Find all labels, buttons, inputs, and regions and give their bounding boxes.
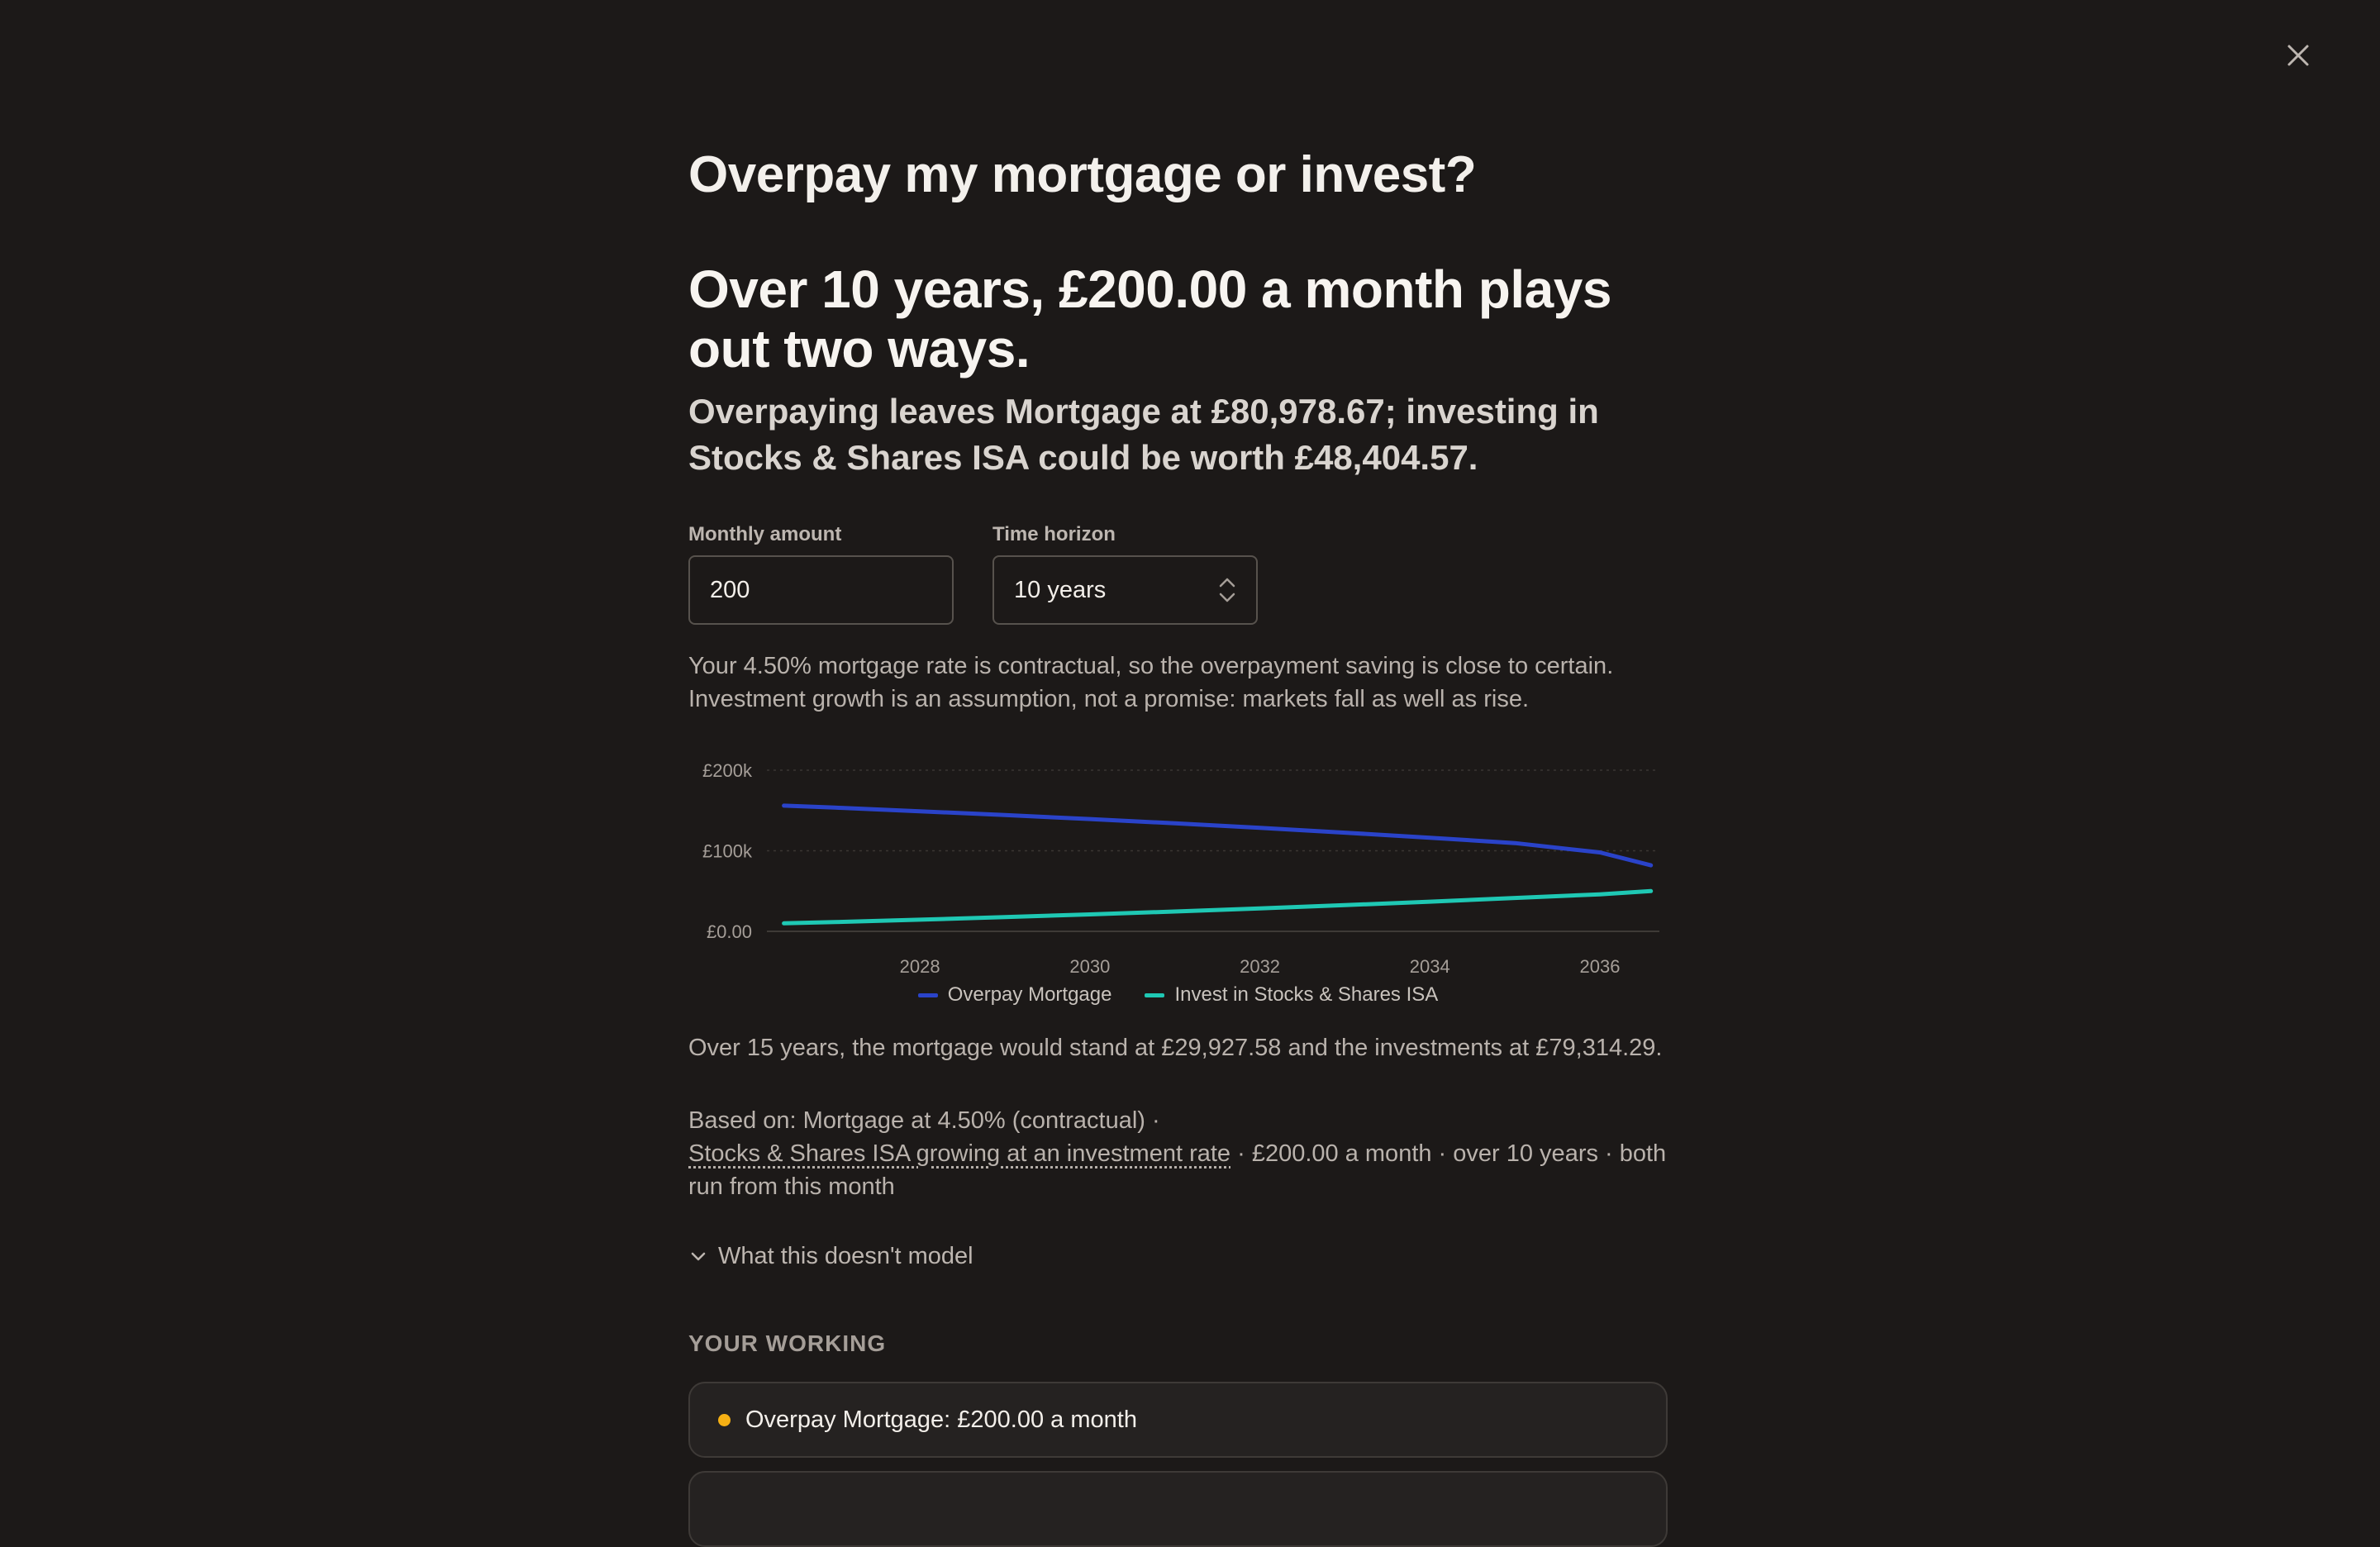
legend-item-isa <box>1145 983 1438 1007</box>
limitations-toggle[interactable] <box>688 1243 973 1270</box>
result-summary: Overpaying leaves Mortgage at £80,978.67; investing in Stocks & Shares ISA could be worth £48,404.57. <box>688 392 1599 477</box>
limitations-toggle-label: What this doesn't model <box>718 1243 973 1269</box>
y-tick-label: £0.00 <box>706 921 752 942</box>
y-tick-label: £100k <box>702 840 752 862</box>
x-tick-label: 2028 <box>899 956 940 977</box>
select-chevrons-icon <box>1216 575 1238 605</box>
chart-legend <box>688 983 1668 1007</box>
monthly-amount-input[interactable] <box>688 555 954 625</box>
status-dot <box>718 1414 731 1426</box>
monthly-amount-label: Monthly amount <box>688 523 842 545</box>
headline: Over 10 years, £200.00 a month plays out two ways. <box>688 259 1611 378</box>
x-tick-label: 2030 <box>1069 956 1111 977</box>
legend-swatch-isa <box>1145 993 1164 997</box>
legend-swatch-mortgage <box>918 993 938 997</box>
working-item-invest[interactable] <box>688 1471 1668 1547</box>
assumptions-prefix: Based on: Mortgage at 4.50% (contractual) · <box>688 1107 1160 1134</box>
time-horizon-label: Time horizon <box>992 523 1116 545</box>
close-button[interactable] <box>2282 38 2314 73</box>
working-item-label: Overpay Mortgage: £200.00 a month <box>745 1406 1137 1433</box>
chevron-down-icon <box>688 1247 708 1267</box>
legend-label-mortgage: Overpay Mortgage <box>947 983 1112 1006</box>
comparison-chart <box>684 748 1668 1012</box>
y-tick-label: £200k <box>702 760 752 781</box>
page-title: Overpay my mortgage or invest? <box>688 146 1477 203</box>
x-tick-label: 2036 <box>1579 956 1621 977</box>
x-tick-label: 2032 <box>1240 956 1281 977</box>
x-tick-label: 2034 <box>1409 956 1450 977</box>
legend-label-isa: Invest in Stocks & Shares ISA <box>1174 983 1439 1006</box>
series-line-mortgage <box>784 806 1651 865</box>
assumptions-suffix: · £200.00 a month · over 10 years · both run from this month <box>688 1140 1667 1200</box>
working-item-overpay[interactable] <box>688 1382 1668 1458</box>
monthly-amount-value: 200 <box>710 576 750 603</box>
certainty-note: Your 4.50% mortgage rate is contractual, so the overpayment saving is close to certain. Investment growth is an assumption, not a promise: markets fall as well as rise. <box>688 653 1614 712</box>
time-horizon-value: 10 years <box>1014 576 1107 603</box>
legend-item-mortgage <box>918 983 1112 1007</box>
time-horizon-select[interactable] <box>992 555 1258 625</box>
long-term-summary: Over 15 years, the mortgage would stand at £29,927.58 and the investments at £79,314.29. <box>688 1035 1663 1061</box>
close-icon <box>2287 44 2310 67</box>
assumptions-text <box>688 1104 1668 1203</box>
working-heading: YOUR WORKING <box>688 1330 887 1356</box>
investment-rate-link[interactable]: Stocks & Shares ISA growing at an investment rate <box>688 1140 1231 1167</box>
series-line-isa <box>784 891 1651 923</box>
